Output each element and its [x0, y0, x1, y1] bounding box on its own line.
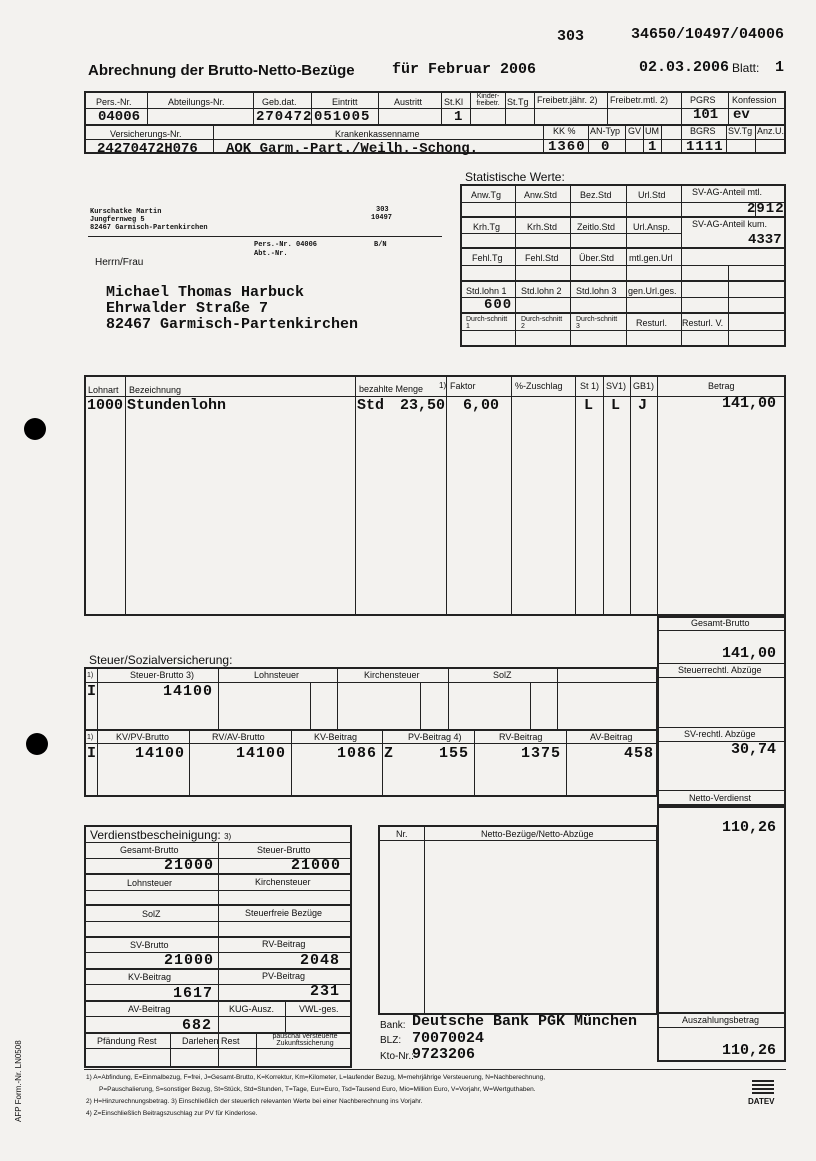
row-gb: J: [638, 397, 648, 414]
col-betrag: Betrag: [708, 381, 735, 391]
vb-pv-beitrag: 231: [310, 983, 341, 1000]
datev-brand: DATEV: [748, 1097, 775, 1106]
vb-av-beitrag: 682: [182, 1017, 213, 1034]
label-anz-u: Anz.U.: [757, 126, 785, 136]
stat-durchschnitt1: Durch-schnitt 1: [466, 316, 508, 330]
gesamt-brutto-label: Gesamt-Brutto: [691, 618, 750, 628]
label-kinderfreibetr: Kinder-freibetr.: [476, 93, 500, 107]
netto-verdienst: 110,26: [722, 819, 777, 836]
kasse: AOK Garm.-Part./Weilh.-Schong.: [226, 141, 479, 157]
tax-solz-label: SolZ: [493, 670, 512, 680]
sv-note: 1): [87, 734, 94, 741]
recipient-street: Ehrwalder Straße 7: [106, 300, 269, 317]
punch-hole: [24, 418, 46, 440]
footnote-1: 1) A=Abfindung, E=Einmalbezug, F=frei, J=Gesamt-Brutto, K=Korrektur, Km=Kilometer, L=laufender Bezug, M=mehrjährige Versteuerung, N=Nachberechnung,: [86, 1074, 546, 1081]
label-freibetr-jaehr: Freibetr.jähr. 2): [537, 95, 598, 105]
vb-steuerfrei-label: Steuerfreie Bezüge: [245, 908, 323, 918]
col-sv: SV1): [606, 381, 627, 391]
row-bezeichnung: Stundenlohn: [127, 397, 227, 414]
stats-title: Statistische Werte:: [465, 170, 565, 184]
kk-pct: 1360: [548, 139, 586, 155]
form-number: AFP Form.-Nr. LN0508: [14, 1040, 23, 1122]
salutation: Herrn/Frau: [95, 257, 144, 268]
tax-lohnsteuer-label: Lohnsteuer: [254, 670, 300, 680]
stat-sv-ag-mtl-label: SV-AG-Anteil mtl.: [692, 187, 763, 197]
period: für Februar 2006: [392, 61, 537, 78]
vb-kirchensteuer-label: Kirchensteuer: [255, 877, 311, 887]
row-lohnart: 1000: [87, 397, 124, 414]
tax-steuer-brutto-label: Steuer-Brutto 3): [130, 670, 195, 680]
col-st: St 1): [580, 381, 600, 391]
stkl: 1: [454, 109, 463, 125]
label-kasse: Krankenkassenname: [335, 129, 420, 139]
konfession: ev: [733, 107, 750, 123]
footnote-divider: [84, 1069, 786, 1070]
vb-sv-brutto-label: SV-Brutto: [130, 940, 169, 950]
label-abt-nr: Abteilungs-Nr.: [168, 97, 225, 107]
row-betrag: 141,00: [722, 395, 777, 412]
sv-pv-flag: Z: [384, 745, 394, 762]
reference-number: 34650/10497/04006: [631, 26, 785, 43]
recipient-name: Michael Thomas Harbuck: [106, 284, 305, 301]
vb-gesamt-brutto-label: Gesamt-Brutto: [120, 845, 179, 855]
sender-line1: Kurschatke Martin: [90, 208, 162, 216]
document-date: 02.03.2006: [639, 59, 730, 76]
stat-sv-ag-kum-label: SV-AG-Anteil kum.: [692, 219, 768, 229]
vb-kv-beitrag: 1617: [173, 985, 214, 1002]
sv-rv-beitrag: 1375: [521, 745, 562, 762]
label-konfession: Konfession: [732, 95, 777, 105]
sv-rvav-brutto-label: RV/AV-Brutto: [212, 732, 265, 742]
sender-line2: Jungfernweg 5: [90, 216, 145, 224]
label-eintritt: Eintritt: [332, 97, 358, 107]
row-einheit: Std: [357, 397, 385, 414]
um: 1: [648, 139, 657, 155]
label-sv-tg: SV.Tg: [728, 126, 753, 136]
stat-bez-std: Bez.Std: [580, 190, 612, 200]
row-menge: 23,50: [400, 397, 446, 414]
netto-col-bez: Netto-Bezüge/Netto-Abzüge: [481, 829, 594, 839]
geb-dat: 270472: [256, 109, 313, 125]
sv-av-beitrag: 458: [624, 745, 655, 762]
blz-label: BLZ:: [380, 1035, 402, 1046]
vb-pfaendung-label: Pfändung Rest: [97, 1036, 157, 1046]
stat-zeitlo-std: Zeitlo.Std: [577, 222, 616, 232]
footnote-1b: P=Pauschalierung, S=sonstiger Bezug, St=Stück, Std=Stunden, T=Tage, Eur=Euro, Tsd=Tausend Euro, Mio=Million Euro, V=Vorjahr, W=Wertguthaben.: [99, 1086, 536, 1093]
tax-steuer-brutto: 14100: [163, 683, 214, 700]
pers-nr: 04006: [98, 109, 141, 125]
tax-kirchensteuer-label: Kirchensteuer: [364, 670, 420, 680]
label-stkl: St.Kl: [444, 97, 464, 107]
bank-name: Deutsche Bank PGK München: [412, 1013, 638, 1030]
stat-durchschnitt2: Durch-schnitt 2: [521, 316, 563, 330]
stat-sv-ag-kum: 4337: [748, 232, 782, 248]
footnote-2: 2) H=Hinzurechnungsbetrag. 3) Einschließlich der steuerlich relevanten Werte bei einer Nachberechnung ins Vorjahr.: [86, 1098, 423, 1105]
label-vers-nr: Versicherungs-Nr.: [110, 129, 182, 139]
col-bezeichnung: Bezeichnung: [129, 385, 182, 395]
blz: 70070024: [412, 1030, 485, 1047]
label-pers-nr: Pers.-Nr.: [96, 97, 132, 107]
stat-stdlohn3: Std.lohn 3: [576, 286, 617, 296]
sender-line3: 82467 Garmisch-Partenkirchen: [90, 224, 208, 232]
stat-stdlohn1-value: 600: [484, 297, 513, 313]
tax-title: Steuer/Sozialversicherung:: [89, 653, 233, 667]
stat-anw-std: Anw.Std: [524, 190, 558, 200]
label-bgrs: BGRS: [690, 126, 716, 136]
col-lohnart: Lohnart: [88, 385, 119, 395]
vb-av-beitrag-label: AV-Beitrag: [128, 1004, 171, 1014]
verdienst-title-note: 3): [224, 832, 232, 841]
vers-nr: 24270472H076: [97, 141, 198, 157]
auszahlung-label: Auszahlungsbetrag: [682, 1015, 760, 1025]
label-gv: GV: [628, 126, 642, 136]
netto-label: Netto-Verdienst: [689, 793, 752, 803]
sender-bn: B/N: [374, 241, 387, 249]
sv-kvpv-brutto-label: KV/PV-Brutto: [116, 732, 170, 742]
stat-anw-tg: Anw.Tg: [471, 190, 502, 200]
stat-url-std: Url.Std: [638, 190, 666, 200]
sv-rvav-brutto: 14100: [236, 745, 287, 762]
sender-code2: 10497: [371, 214, 393, 222]
col-gb: GB1): [633, 381, 655, 391]
sv-abzuege-label: SV-rechtl. Abzüge: [684, 729, 756, 739]
label-an-typ: AN-Typ: [590, 126, 621, 136]
stat-resturl-v: Resturl. V.: [682, 318, 724, 328]
sv-abzuege: 30,74: [731, 741, 777, 758]
stat-krh-tg: Krh.Tg: [473, 222, 501, 232]
sender-persnr: Pers.-Nr. 04006: [254, 241, 318, 249]
vb-gesamt-brutto: 21000: [164, 857, 215, 874]
bank-label: Bank:: [380, 1020, 406, 1031]
vb-rv-beitrag-label: RV-Beitrag: [262, 939, 306, 949]
row-faktor: 6,00: [463, 397, 500, 414]
stat-sv-ag-mtl: 2912: [747, 201, 785, 217]
label-austritt: Austritt: [394, 97, 423, 107]
sv-kv-beitrag: 1086: [337, 745, 378, 762]
sv-kv-beitrag-label: KV-Beitrag: [314, 732, 358, 742]
label-geb-dat: Geb.dat.: [262, 97, 297, 107]
vb-solz-label: SolZ: [142, 909, 161, 919]
stat-mtl-gen-url: mtl.gen.Url: [629, 253, 673, 263]
vb-vwl-label: VWL-ges.: [299, 1004, 339, 1014]
col-menge-note: 1): [439, 381, 447, 390]
col-faktor: Faktor: [450, 381, 476, 391]
stat-stdlohn2: Std.lohn 2: [521, 286, 562, 296]
page-title: Abrechnung der Brutto-Netto-Bezüge: [88, 62, 355, 79]
stat-gen-url-ges: gen.Url.ges.: [628, 286, 677, 296]
sender-abt: Abt.-Nr.: [254, 250, 288, 258]
label-kk-pct: KK %: [553, 126, 576, 136]
vb-rv-beitrag: 2048: [300, 952, 341, 969]
stat-ueber-std: Über.Std: [579, 253, 615, 263]
auszahlungsbetrag: 110,26: [722, 1042, 777, 1059]
datev-logo-icon: [752, 1080, 774, 1094]
steuer-abzuege-label: Steuerrechtl. Abzüge: [678, 665, 762, 675]
stat-resturl: Resturl.: [636, 318, 668, 328]
sv-pv-beitrag-label: PV-Beitrag 4): [408, 732, 462, 742]
vb-sv-brutto: 21000: [164, 952, 215, 969]
label-pgrs: PGRS: [690, 95, 716, 105]
stat-krh-std: Krh.Std: [527, 222, 558, 232]
vb-darlehen-label: Darlehen Rest: [182, 1036, 240, 1046]
label-um: UM: [645, 126, 659, 136]
stat-durchschnitt3: Durch-schnitt 3: [576, 316, 618, 330]
an-typ: 0: [601, 139, 610, 155]
pgrs: 101: [693, 107, 719, 123]
sv-kvpv-brutto: 14100: [135, 745, 186, 762]
vb-kug-label: KUG-Ausz.: [229, 1004, 275, 1014]
gesamt-brutto: 141,00: [722, 645, 777, 662]
vb-lohnsteuer-label: Lohnsteuer: [127, 878, 173, 888]
vb-zukunft-label: pauschal versteuerte Zukunftssicherung: [272, 1033, 338, 1047]
tax-klasse: I: [87, 683, 97, 700]
recipient-city: 82467 Garmisch-Partenkirchen: [106, 316, 359, 333]
blatt-number: 1: [775, 59, 785, 76]
punch-hole: [26, 733, 48, 755]
vb-steuer-brutto: 21000: [291, 857, 342, 874]
bgrs: 1111: [686, 139, 724, 155]
stat-fehl-tg: Fehl.Tg: [472, 253, 503, 263]
label-freibetr-mtl: Freibetr.mtl. 2): [610, 95, 669, 105]
tax-note: 1): [87, 672, 94, 679]
sv-pv-beitrag: 155: [439, 745, 470, 762]
blatt-label: Blatt:: [732, 61, 760, 75]
sv-av-beitrag-label: AV-Beitrag: [590, 732, 633, 742]
sender-code1: 303: [376, 206, 389, 214]
vb-kv-beitrag-label: KV-Beitrag: [128, 972, 172, 982]
kto-label: Kto-Nr.:: [380, 1051, 414, 1062]
address-divider: [88, 236, 442, 237]
netto-col-nr: Nr.: [396, 829, 408, 839]
verdienst-title-text: Verdienstbescheinigung:: [90, 828, 221, 842]
eintritt: 051005: [314, 109, 371, 125]
vb-pv-beitrag-label: PV-Beitrag: [262, 971, 306, 981]
row-st: L: [584, 397, 594, 414]
stat-url-ansp: Url.Ansp.: [633, 222, 671, 232]
kto: 9723206: [412, 1046, 476, 1063]
col-menge: bezahlte Menge: [359, 384, 424, 394]
label-sttg: St.Tg: [507, 97, 529, 107]
row-sv: L: [611, 397, 621, 414]
stat-stdlohn1: Std.lohn 1: [466, 286, 507, 296]
mandant-number: 303: [557, 28, 585, 45]
col-zuschlag: %-Zuschlag: [515, 381, 563, 391]
sv-rv-beitrag-label: RV-Beitrag: [499, 732, 543, 742]
vb-steuer-brutto-label: Steuer-Brutto: [257, 845, 311, 855]
footnote-4: 4) Z=Einschließlich Beitragszuschlag zur PV für Kinderlose.: [86, 1110, 258, 1117]
stat-fehl-std: Fehl.Std: [525, 253, 559, 263]
sv-klasse: I: [87, 745, 97, 762]
